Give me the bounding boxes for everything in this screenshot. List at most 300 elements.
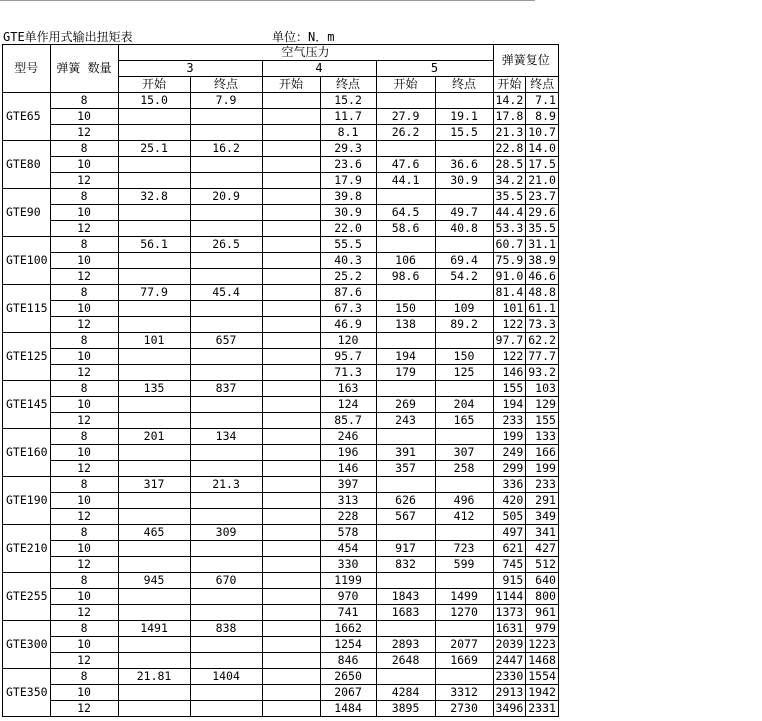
cell-return-start: 1144 (493, 589, 526, 605)
cell-return-end: 1223 (526, 637, 559, 653)
cell-return-end: 77.7 (526, 349, 559, 365)
cell-p4-start (262, 701, 320, 717)
cell-spring-qty: 8 (50, 477, 118, 493)
cell-return-start: 101 (493, 301, 526, 317)
cell-return-end: 2331 (526, 701, 559, 717)
cell-p5-end (435, 93, 493, 109)
cell-p4-start (262, 509, 320, 525)
cell-return-start: 194 (493, 397, 526, 413)
cell-p3-start: 25.1 (118, 141, 190, 157)
header-start: 开始 (493, 77, 526, 93)
cell-p3-end (190, 269, 262, 285)
cell-p3-end (190, 509, 262, 525)
cell-spring-qty: 10 (50, 397, 118, 413)
cell-return-start: 155 (493, 381, 526, 397)
cell-return-end: 199 (526, 461, 559, 477)
cell-spring-qty: 12 (50, 461, 118, 477)
cell-spring-qty: 10 (50, 205, 118, 221)
table-row (3, 685, 559, 701)
cell-p4-end: 846 (320, 653, 376, 669)
cell-p5-end: 412 (435, 509, 493, 525)
top-rule (0, 0, 535, 1)
cell-model: GTE350 (3, 669, 51, 717)
header-start: 开始 (376, 77, 435, 93)
cell-p5-end (435, 477, 493, 493)
cell-p4-end: 1484 (320, 701, 376, 717)
cell-p5-end (435, 525, 493, 541)
cell-p3-end (190, 605, 262, 621)
table-row (3, 557, 559, 573)
cell-spring-qty: 12 (50, 365, 118, 381)
cell-p3-start (118, 461, 190, 477)
cell-return-end: 341 (526, 525, 559, 541)
cell-return-start: 233 (493, 413, 526, 429)
cell-return-start: 28.5 (493, 157, 526, 173)
cell-p3-start: 77.9 (118, 285, 190, 301)
cell-p5-end (435, 669, 493, 685)
cell-p3-start (118, 413, 190, 429)
cell-p4-end: 11.7 (320, 109, 376, 125)
cell-model: GTE125 (3, 333, 51, 381)
table-row (3, 445, 559, 461)
table-row (3, 509, 559, 525)
table-row (3, 477, 559, 493)
cell-return-start: 299 (493, 461, 526, 477)
cell-p4-end: 1662 (320, 621, 376, 637)
cell-p4-end: 454 (320, 541, 376, 557)
cell-p5-end: 19.1 (435, 109, 493, 125)
cell-p5-end: 1499 (435, 589, 493, 605)
cell-return-end: 62.2 (526, 333, 559, 349)
cell-model: GTE255 (3, 573, 51, 621)
cell-p4-end: 85.7 (320, 413, 376, 429)
cell-p4-end: 163 (320, 381, 376, 397)
cell-p3-end: 1404 (190, 669, 262, 685)
cell-p3-start: 201 (118, 429, 190, 445)
table-row (3, 413, 559, 429)
cell-return-end: 1468 (526, 653, 559, 669)
cell-p4-end: 29.3 (320, 141, 376, 157)
cell-p4-end: 246 (320, 429, 376, 445)
cell-p5-end: 125 (435, 365, 493, 381)
table-row (3, 205, 559, 221)
cell-p4-end: 30.9 (320, 205, 376, 221)
cell-p3-start: 32.8 (118, 189, 190, 205)
cell-p5-start: 2648 (376, 653, 435, 669)
cell-p4-start (262, 205, 320, 221)
table-row (3, 701, 559, 717)
table-row (3, 525, 559, 541)
cell-p4-end: 40.3 (320, 253, 376, 269)
cell-p4-start (262, 429, 320, 445)
cell-return-start: 22.8 (493, 141, 526, 157)
cell-return-start: 34.2 (493, 173, 526, 189)
cell-return-start: 122 (493, 317, 526, 333)
cell-return-start: 35.5 (493, 189, 526, 205)
cell-return-start: 81.4 (493, 285, 526, 301)
cell-p3-start: 1491 (118, 621, 190, 637)
cell-spring-qty: 12 (50, 509, 118, 525)
cell-p3-start (118, 637, 190, 653)
cell-p5-start: 150 (376, 301, 435, 317)
cell-p5-start: 179 (376, 365, 435, 381)
cell-p4-start (262, 333, 320, 349)
cell-p4-start (262, 685, 320, 701)
cell-return-end: 73.3 (526, 317, 559, 333)
cell-spring-qty: 10 (50, 541, 118, 557)
cell-p3-end (190, 541, 262, 557)
cell-spring-qty: 12 (50, 413, 118, 429)
cell-return-start: 60.7 (493, 237, 526, 253)
cell-p4-end: 578 (320, 525, 376, 541)
cell-return-end: 7.1 (526, 93, 559, 109)
cell-p4-end: 71.3 (320, 365, 376, 381)
header-spring-return: 弹簧复位 (493, 45, 558, 77)
cell-p4-end: 397 (320, 477, 376, 493)
cell-spring-qty: 10 (50, 637, 118, 653)
cell-return-end: 233 (526, 477, 559, 493)
cell-p3-end: 837 (190, 381, 262, 397)
table-row (3, 189, 559, 205)
cell-p3-start (118, 349, 190, 365)
cell-p4-start (262, 221, 320, 237)
cell-return-start: 505 (493, 509, 526, 525)
cell-return-end: 1554 (526, 669, 559, 685)
cell-p3-start (118, 221, 190, 237)
table-row (3, 109, 559, 125)
cell-p5-start (376, 477, 435, 493)
cell-p5-end (435, 141, 493, 157)
cell-p5-start (376, 621, 435, 637)
cell-return-end: 14.0 (526, 141, 559, 157)
cell-p3-start (118, 205, 190, 221)
cell-return-end: 23.7 (526, 189, 559, 205)
table-row (3, 573, 559, 589)
cell-spring-qty: 12 (50, 269, 118, 285)
cell-p3-start (118, 701, 190, 717)
cell-p5-start: 138 (376, 317, 435, 333)
cell-return-end: 800 (526, 589, 559, 605)
cell-p5-end (435, 333, 493, 349)
cell-p3-start: 135 (118, 381, 190, 397)
cell-return-end: 166 (526, 445, 559, 461)
cell-p3-end (190, 557, 262, 573)
cell-model: GTE80 (3, 141, 51, 189)
cell-p4-end: 1199 (320, 573, 376, 589)
cell-return-start: 2913 (493, 685, 526, 701)
cell-p5-end: 599 (435, 557, 493, 573)
cell-spring-qty: 12 (50, 125, 118, 141)
cell-return-start: 97.7 (493, 333, 526, 349)
cell-p5-start (376, 333, 435, 349)
cell-p5-start: 27.9 (376, 109, 435, 125)
table-row (3, 605, 559, 621)
cell-return-start: 146 (493, 365, 526, 381)
cell-p5-end (435, 573, 493, 589)
cell-p5-end (435, 429, 493, 445)
cell-p3-end (190, 413, 262, 429)
cell-return-end: 1942 (526, 685, 559, 701)
cell-return-start: 53.3 (493, 221, 526, 237)
cell-p3-start (118, 509, 190, 525)
cell-p3-start: 317 (118, 477, 190, 493)
cell-p4-end: 228 (320, 509, 376, 525)
cell-p4-start (262, 157, 320, 173)
cell-spring-qty: 12 (50, 653, 118, 669)
cell-spring-qty: 10 (50, 109, 118, 125)
cell-return-end: 21.0 (526, 173, 559, 189)
cell-return-start: 2447 (493, 653, 526, 669)
cell-p5-start: 269 (376, 397, 435, 413)
table-row (3, 669, 559, 685)
cell-p4-end: 39.8 (320, 189, 376, 205)
cell-p4-start (262, 109, 320, 125)
cell-spring-qty: 12 (50, 317, 118, 333)
cell-p5-end: 1270 (435, 605, 493, 621)
cell-return-end: 31.1 (526, 237, 559, 253)
cell-p4-end: 25.2 (320, 269, 376, 285)
cell-p4-start (262, 541, 320, 557)
header-air-pressure: 空气压力 (118, 45, 493, 61)
cell-p3-start: 465 (118, 525, 190, 541)
table-row (3, 237, 559, 253)
header-start: 开始 (118, 77, 190, 93)
cell-return-end: 512 (526, 557, 559, 573)
table-row (3, 333, 559, 349)
cell-p3-start (118, 253, 190, 269)
cell-return-end: 155 (526, 413, 559, 429)
cell-p3-end (190, 397, 262, 413)
cell-p5-end: 496 (435, 493, 493, 509)
cell-spring-qty: 8 (50, 333, 118, 349)
cell-p5-end: 165 (435, 413, 493, 429)
cell-spring-qty: 12 (50, 557, 118, 573)
cell-p3-end: 7.9 (190, 93, 262, 109)
cell-return-end: 10.7 (526, 125, 559, 141)
cell-p5-start: 567 (376, 509, 435, 525)
cell-p3-start (118, 125, 190, 141)
cell-p3-end (190, 493, 262, 509)
cell-p4-end: 67.3 (320, 301, 376, 317)
cell-return-end: 427 (526, 541, 559, 557)
cell-p4-end: 22.0 (320, 221, 376, 237)
cell-spring-qty: 10 (50, 349, 118, 365)
cell-return-start: 2330 (493, 669, 526, 685)
cell-p3-end (190, 205, 262, 221)
cell-model: GTE160 (3, 429, 51, 477)
table-row (3, 173, 559, 189)
cell-p5-start: 1843 (376, 589, 435, 605)
cell-p4-end: 2067 (320, 685, 376, 701)
cell-p4-start (262, 445, 320, 461)
cell-p5-end: 40.8 (435, 221, 493, 237)
table-row (3, 93, 559, 109)
cell-p5-start: 1683 (376, 605, 435, 621)
cell-spring-qty: 10 (50, 253, 118, 269)
cell-p5-start (376, 93, 435, 109)
cell-p5-end: 15.5 (435, 125, 493, 141)
cell-p4-start (262, 125, 320, 141)
cell-return-end: 103 (526, 381, 559, 397)
cell-p5-start (376, 429, 435, 445)
header-start: 开始 (262, 77, 320, 93)
cell-return-end: 133 (526, 429, 559, 445)
cell-return-start: 44.4 (493, 205, 526, 221)
header-end: 终点 (190, 77, 262, 93)
cell-p4-start (262, 397, 320, 413)
cell-p3-end: 26.5 (190, 237, 262, 253)
cell-p3-start (118, 653, 190, 669)
cell-p3-end (190, 701, 262, 717)
cell-p5-start: 98.6 (376, 269, 435, 285)
cell-spring-qty: 12 (50, 221, 118, 237)
table-row (3, 653, 559, 669)
cell-p4-start (262, 269, 320, 285)
cell-return-end: 8.9 (526, 109, 559, 125)
cell-p5-start (376, 381, 435, 397)
cell-p5-end: 69.4 (435, 253, 493, 269)
cell-return-start: 420 (493, 493, 526, 509)
table-row (3, 125, 559, 141)
cell-return-start: 336 (493, 477, 526, 493)
cell-p5-start: 626 (376, 493, 435, 509)
cell-return-end: 17.5 (526, 157, 559, 173)
cell-p5-start (376, 285, 435, 301)
page-title: GTE单作用式输出扭矩表 (3, 30, 133, 44)
cell-spring-qty: 8 (50, 573, 118, 589)
cell-p4-start (262, 285, 320, 301)
cell-p3-start: 101 (118, 333, 190, 349)
cell-model: GTE190 (3, 477, 51, 525)
cell-p4-end: 313 (320, 493, 376, 509)
cell-p4-end: 95.7 (320, 349, 376, 365)
cell-p4-end: 17.9 (320, 173, 376, 189)
table-row (3, 157, 559, 173)
table-row (3, 493, 559, 509)
cell-model: GTE65 (3, 93, 51, 141)
cell-return-end: 48.8 (526, 285, 559, 301)
cell-return-end: 93.2 (526, 365, 559, 381)
cell-spring-qty: 8 (50, 189, 118, 205)
cell-return-end: 46.6 (526, 269, 559, 285)
cell-spring-qty: 8 (50, 525, 118, 541)
cell-return-end: 961 (526, 605, 559, 621)
table-row (3, 221, 559, 237)
torque-table (2, 44, 559, 717)
cell-return-end: 979 (526, 621, 559, 637)
header-model: 型号 (3, 45, 51, 93)
cell-p5-start (376, 189, 435, 205)
cell-p5-start: 47.6 (376, 157, 435, 173)
cell-p3-end: 45.4 (190, 285, 262, 301)
header-spring-qty: 弹簧 数量 (50, 45, 118, 93)
cell-p5-start: 391 (376, 445, 435, 461)
cell-p4-start (262, 381, 320, 397)
cell-p5-end: 204 (435, 397, 493, 413)
cell-p5-start (376, 237, 435, 253)
cell-p5-end (435, 237, 493, 253)
cell-spring-qty: 8 (50, 621, 118, 637)
cell-p3-end (190, 221, 262, 237)
cell-p4-end: 15.2 (320, 93, 376, 109)
unit-label: 单位：N．m (272, 30, 335, 44)
cell-p3-end (190, 445, 262, 461)
cell-spring-qty: 10 (50, 301, 118, 317)
cell-p3-start (118, 301, 190, 317)
cell-p5-end: 1669 (435, 653, 493, 669)
cell-p3-end: 838 (190, 621, 262, 637)
cell-p5-start: 917 (376, 541, 435, 557)
cell-p5-start: 357 (376, 461, 435, 477)
cell-p5-end: 307 (435, 445, 493, 461)
cell-p4-end: 124 (320, 397, 376, 413)
cell-return-start: 199 (493, 429, 526, 445)
cell-p4-start (262, 173, 320, 189)
cell-return-end: 38.9 (526, 253, 559, 269)
cell-p4-end: 146 (320, 461, 376, 477)
cell-model: GTE210 (3, 525, 51, 573)
cell-p3-end: 309 (190, 525, 262, 541)
cell-p3-end (190, 157, 262, 173)
cell-p4-end: 23.6 (320, 157, 376, 173)
table-row (3, 429, 559, 445)
cell-p4-end: 330 (320, 557, 376, 573)
cell-return-start: 17.8 (493, 109, 526, 125)
cell-return-start: 915 (493, 573, 526, 589)
header-pressure-5: 5 (376, 61, 493, 77)
cell-p3-start (118, 685, 190, 701)
cell-p4-start (262, 301, 320, 317)
cell-spring-qty: 10 (50, 445, 118, 461)
cell-p3-start: 945 (118, 573, 190, 589)
cell-p3-end (190, 685, 262, 701)
cell-spring-qty: 8 (50, 381, 118, 397)
cell-p4-start (262, 493, 320, 509)
cell-p5-start: 3895 (376, 701, 435, 717)
cell-p3-start (118, 445, 190, 461)
cell-p3-start: 21.81 (118, 669, 190, 685)
cell-spring-qty: 10 (50, 589, 118, 605)
cell-p3-end (190, 589, 262, 605)
cell-p5-end: 49.7 (435, 205, 493, 221)
cell-p5-end: 723 (435, 541, 493, 557)
cell-p4-start (262, 589, 320, 605)
cell-p3-start (118, 397, 190, 413)
cell-p3-start (118, 589, 190, 605)
cell-p5-end (435, 189, 493, 205)
cell-return-end: 61.1 (526, 301, 559, 317)
header-end: 终点 (435, 77, 493, 93)
cell-return-start: 14.2 (493, 93, 526, 109)
cell-spring-qty: 8 (50, 429, 118, 445)
cell-p5-start (376, 573, 435, 589)
cell-return-end: 129 (526, 397, 559, 413)
cell-p5-start: 832 (376, 557, 435, 573)
cell-return-start: 21.3 (493, 125, 526, 141)
cell-p5-start: 2893 (376, 637, 435, 653)
cell-p4-end: 196 (320, 445, 376, 461)
cell-p5-start: 58.6 (376, 221, 435, 237)
cell-p3-start (118, 269, 190, 285)
header-pressure-3: 3 (118, 61, 262, 77)
cell-return-start: 91.0 (493, 269, 526, 285)
cell-p3-end (190, 125, 262, 141)
cell-p3-end: 134 (190, 429, 262, 445)
cell-p4-start (262, 317, 320, 333)
cell-p3-start (118, 157, 190, 173)
cell-spring-qty: 8 (50, 93, 118, 109)
table-row (3, 589, 559, 605)
